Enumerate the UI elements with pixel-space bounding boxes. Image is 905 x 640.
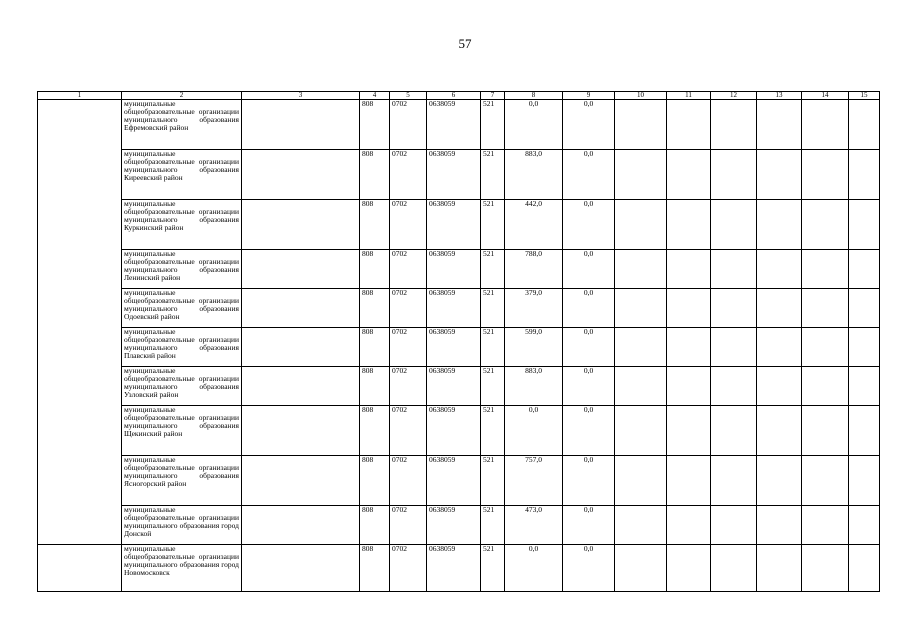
cell-col-11	[667, 328, 711, 367]
table-row	[38, 328, 880, 367]
cell-col-12	[711, 367, 757, 406]
cell-col-11	[667, 100, 711, 150]
cell-col-1	[38, 545, 122, 592]
cell-col-11	[667, 506, 711, 545]
column-header: 6	[427, 92, 481, 100]
cell-col-7: 521	[481, 150, 505, 200]
cell-col-3	[242, 406, 360, 456]
cell-col-3	[242, 200, 360, 250]
cell-name: муниципальные общеобразовательные организации муниципального образования Ефремовский район	[122, 100, 242, 150]
cell-col-10	[615, 289, 667, 328]
column-header: 14	[802, 92, 849, 100]
cell-col-5: 0702	[390, 367, 427, 406]
column-header: 4	[360, 92, 390, 100]
cell-col-15	[849, 100, 880, 150]
cell-col-4: 808	[360, 328, 390, 367]
cell-col-11	[667, 406, 711, 456]
cell-col-9: 0,0	[563, 367, 615, 406]
cell-col-4: 808	[360, 406, 390, 456]
cell-col-11	[667, 150, 711, 200]
cell-col-15	[849, 289, 880, 328]
cell-col-14	[802, 328, 849, 367]
cell-col-9: 0,0	[563, 545, 615, 592]
column-header: 12	[711, 92, 757, 100]
cell-name: муниципальные общеобразовательные организации муниципального образования Узловский район	[122, 367, 242, 406]
cell-col-6: 0638059	[427, 250, 481, 289]
cell-col-9: 0,0	[563, 456, 615, 506]
cell-col-12	[711, 250, 757, 289]
cell-col-3	[242, 250, 360, 289]
budget-table	[37, 91, 880, 592]
cell-col-12	[711, 289, 757, 328]
cell-col-10	[615, 328, 667, 367]
cell-col-15	[849, 250, 880, 289]
cell-col-4: 808	[360, 289, 390, 328]
cell-col-14	[802, 506, 849, 545]
cell-col-6: 0638059	[427, 545, 481, 592]
cell-col-10	[615, 456, 667, 506]
cell-col-12	[711, 328, 757, 367]
table-row	[38, 406, 880, 456]
cell-name: муниципальные общеобразовательные организации муниципального образования Ленинский район	[122, 250, 242, 289]
cell-col-3	[242, 506, 360, 545]
cell-col-13	[757, 289, 802, 328]
cell-col-11	[667, 456, 711, 506]
cell-col-3	[242, 456, 360, 506]
cell-col-9: 0,0	[563, 506, 615, 545]
cell-col-6: 0638059	[427, 406, 481, 456]
table-row	[38, 200, 880, 250]
cell-col-13	[757, 506, 802, 545]
cell-col-12	[711, 200, 757, 250]
cell-col-11	[667, 289, 711, 328]
column-header: 11	[667, 92, 711, 100]
cell-col-4: 808	[360, 545, 390, 592]
cell-col-12	[711, 100, 757, 150]
cell-name: муниципальные общеобразовательные организации муниципального образования Ясногорский район	[122, 456, 242, 506]
cell-col-7: 521	[481, 100, 505, 150]
column-header: 8	[505, 92, 563, 100]
page-number: 57	[458, 36, 472, 51]
cell-col-12	[711, 545, 757, 592]
cell-col-4: 808	[360, 150, 390, 200]
column-header: 9	[563, 92, 615, 100]
cell-col-8: 883,0	[505, 150, 563, 200]
cell-col-11	[667, 250, 711, 289]
cell-col-7: 521	[481, 328, 505, 367]
cell-col-9: 0,0	[563, 150, 615, 200]
table-row	[38, 506, 880, 545]
cell-col-11	[667, 545, 711, 592]
cell-col-8: 442,0	[505, 200, 563, 250]
column-header: 3	[242, 92, 360, 100]
cell-col-15	[849, 328, 880, 367]
cell-col-7: 521	[481, 250, 505, 289]
cell-col-6: 0638059	[427, 456, 481, 506]
cell-col-14	[802, 200, 849, 250]
cell-col-6: 0638059	[427, 328, 481, 367]
cell-col-5: 0702	[390, 250, 427, 289]
cell-col-5: 0702	[390, 150, 427, 200]
cell-col-6: 0638059	[427, 150, 481, 200]
cell-col-13	[757, 406, 802, 456]
table-row	[38, 367, 880, 406]
cell-col-11	[667, 200, 711, 250]
table-row	[38, 250, 880, 289]
cell-col-15	[849, 545, 880, 592]
cell-col-3	[242, 150, 360, 200]
cell-name: муниципальные общеобразовательные организации муниципального образования Щекинский район	[122, 406, 242, 456]
cell-col-7: 521	[481, 456, 505, 506]
cell-col-15	[849, 200, 880, 250]
column-header: 1	[38, 92, 122, 100]
cell-name: муниципальные общеобразовательные организации муниципального образования город Донской	[122, 506, 242, 545]
cell-col-12	[711, 150, 757, 200]
cell-col-12	[711, 456, 757, 506]
cell-col-7: 521	[481, 506, 505, 545]
cell-col-14	[802, 456, 849, 506]
table-row	[38, 545, 880, 592]
cell-name: муниципальные общеобразовательные организации муниципального образования Куркинский район	[122, 200, 242, 250]
cell-col-7: 521	[481, 289, 505, 328]
table-row	[38, 150, 880, 200]
cell-col-8: 788,0	[505, 250, 563, 289]
cell-col-9: 0,0	[563, 289, 615, 328]
cell-col-10	[615, 545, 667, 592]
cell-col-10	[615, 100, 667, 150]
table-row	[38, 289, 880, 328]
cell-col-7: 521	[481, 406, 505, 456]
cell-col-12	[711, 506, 757, 545]
cell-col-8: 379,0	[505, 289, 563, 328]
cell-col-15	[849, 456, 880, 506]
table-row	[38, 100, 880, 150]
header-row	[38, 92, 880, 100]
cell-name: муниципальные общеобразовательные организации муниципального образования Плавский район	[122, 328, 242, 367]
cell-col-10	[615, 406, 667, 456]
cell-col-13	[757, 545, 802, 592]
cell-col-4: 808	[360, 456, 390, 506]
cell-col-6: 0638059	[427, 100, 481, 150]
cell-col-5: 0702	[390, 328, 427, 367]
cell-col-9: 0,0	[563, 250, 615, 289]
cell-col-12	[711, 406, 757, 456]
cell-col-13	[757, 150, 802, 200]
cell-col-3	[242, 328, 360, 367]
cell-col-9: 0,0	[563, 100, 615, 150]
cell-col-14	[802, 367, 849, 406]
cell-col-7: 521	[481, 200, 505, 250]
cell-col-11	[667, 367, 711, 406]
cell-col-1	[38, 100, 122, 545]
cell-col-8: 0,0	[505, 100, 563, 150]
cell-col-14	[802, 150, 849, 200]
cell-col-9: 0,0	[563, 406, 615, 456]
cell-col-13	[757, 456, 802, 506]
cell-col-7: 521	[481, 545, 505, 592]
cell-col-15	[849, 367, 880, 406]
cell-col-14	[802, 545, 849, 592]
cell-col-7: 521	[481, 367, 505, 406]
cell-name: муниципальные общеобразовательные организации муниципального образования Киреевский район	[122, 150, 242, 200]
cell-col-8: 757,0	[505, 456, 563, 506]
cell-col-10	[615, 506, 667, 545]
cell-col-8: 0,0	[505, 545, 563, 592]
column-header: 7	[481, 92, 505, 100]
cell-col-3	[242, 289, 360, 328]
cell-col-6: 0638059	[427, 506, 481, 545]
cell-col-5: 0702	[390, 545, 427, 592]
cell-col-15	[849, 406, 880, 456]
cell-col-10	[615, 250, 667, 289]
column-header: 13	[757, 92, 802, 100]
cell-col-3	[242, 367, 360, 406]
column-header: 15	[849, 92, 880, 100]
cell-col-10	[615, 150, 667, 200]
table-row	[38, 456, 880, 506]
cell-col-8: 0,0	[505, 406, 563, 456]
cell-col-10	[615, 200, 667, 250]
cell-col-14	[802, 250, 849, 289]
column-header: 10	[615, 92, 667, 100]
cell-col-4: 808	[360, 367, 390, 406]
cell-col-4: 808	[360, 200, 390, 250]
cell-col-13	[757, 200, 802, 250]
cell-col-4: 808	[360, 100, 390, 150]
cell-name: муниципальные общеобразовательные организации муниципального образования Одоевский район	[122, 289, 242, 328]
column-header: 5	[390, 92, 427, 100]
cell-col-9: 0,0	[563, 200, 615, 250]
cell-col-5: 0702	[390, 200, 427, 250]
cell-col-4: 808	[360, 250, 390, 289]
cell-col-15	[849, 150, 880, 200]
cell-col-13	[757, 367, 802, 406]
cell-col-5: 0702	[390, 456, 427, 506]
cell-name: муниципальные общеобразовательные организации муниципального образования город Новомосковск	[122, 545, 242, 592]
cell-col-8: 473,0	[505, 506, 563, 545]
cell-col-8: 883,0	[505, 367, 563, 406]
cell-col-3	[242, 545, 360, 592]
cell-col-6: 0638059	[427, 200, 481, 250]
cell-col-14	[802, 406, 849, 456]
cell-col-8: 599,0	[505, 328, 563, 367]
cell-col-6: 0638059	[427, 289, 481, 328]
cell-col-5: 0702	[390, 506, 427, 545]
cell-col-10	[615, 367, 667, 406]
cell-col-6: 0638059	[427, 367, 481, 406]
cell-col-5: 0702	[390, 289, 427, 328]
cell-col-3	[242, 100, 360, 150]
column-header: 2	[122, 92, 242, 100]
cell-col-14	[802, 289, 849, 328]
cell-col-13	[757, 250, 802, 289]
cell-col-13	[757, 100, 802, 150]
cell-col-5: 0702	[390, 406, 427, 456]
cell-col-9: 0,0	[563, 328, 615, 367]
cell-col-13	[757, 328, 802, 367]
cell-col-4: 808	[360, 506, 390, 545]
cell-col-15	[849, 506, 880, 545]
cell-col-5: 0702	[390, 100, 427, 150]
cell-col-14	[802, 100, 849, 150]
